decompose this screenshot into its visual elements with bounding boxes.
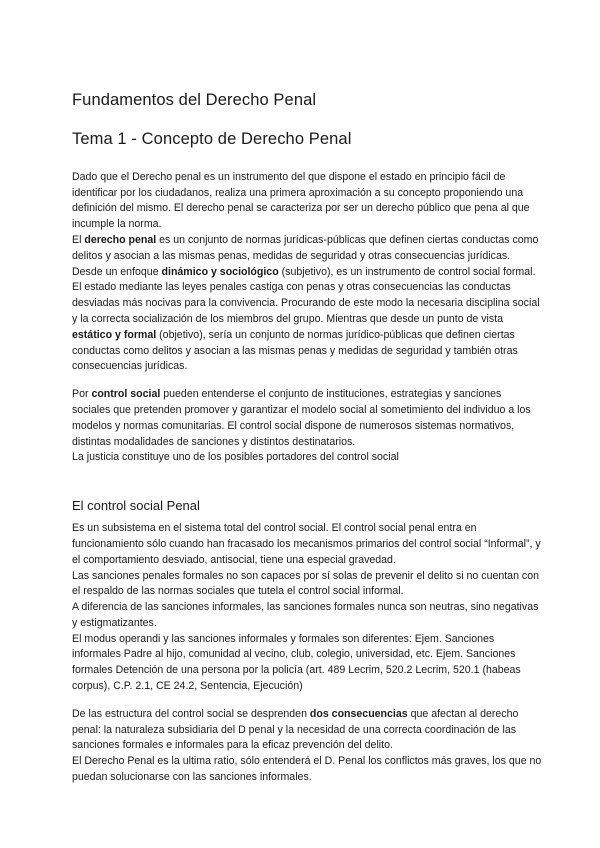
term-dos-consecuencias: dos consecuencias bbox=[309, 707, 408, 720]
approach-paragraph: Desde un enfoque dinámico y sociológico (subjetivo), es un instrumento de control social formal. El estado mediante las leyes penales castiga con penas y otras consecuencias las conductas desviadas más nocivas para la convivencia. Procurando de este modo la necesaria disciplina social y la correcta socialización de los miembros del grupo. Mientras que desde un punto de vista estático y formal (objetivo), sería un conjunto de normas jurídico-públicas que definen ciertas conductas como delitos y asocian a las mismas penas y medidas de seguridad y también otras consecuencias jurídicas. bbox=[72, 265, 540, 373]
section-paragraph: Las sanciones penales formales no son capaces por sí solas de prevenir el delito si no cuentan con el respaldo de las normas sociales que tutela el control social informal. bbox=[72, 569, 539, 598]
section-heading: El control social Penal bbox=[72, 498, 200, 514]
intro-block bbox=[72, 170, 542, 466]
topic-title: Tema 1 - Concepto de Derecho Penal bbox=[72, 130, 352, 149]
section-paragraph: El modus operandi y las sanciones informales y formales son diferentes: Ejem. Sanciones informales Padre al hijo, comunidad al vecino, club, colegio, universidad, etc. Ejem. Sanciones formales Detención de una persona por la policía (art. 489 Lecrim, 520.2 Lecrim, 520.1 (habeas corpus), C.P. 2.1, CE 24.2, Sentencia, Ejecución) bbox=[72, 632, 521, 693]
term-estatico: estático y formal bbox=[72, 328, 157, 341]
term-control-social: control social bbox=[91, 388, 161, 401]
ultima-ratio-paragraph: El Derecho Penal es la ultima ratio, sólo entenderá el D. Penal los conflictos más graves, los que no puedan solucionarse con las sanciones informales. bbox=[72, 755, 542, 784]
document-page bbox=[72, 90, 542, 786]
control-penal-section bbox=[72, 498, 542, 786]
justicia-paragraph: La justicia constituye uno de los posibles portadores del control social bbox=[72, 451, 399, 464]
control-social-paragraph: Por control social pueden entenderse el conjunto de instituciones, estrategias y sanciones sociales que pretenden promover y garantizar el modelo social al sometimiento del individuo a los modelos y normas comunitarias. El control social dispone de numerosos sistemas normativos, distintas modalidades de sanciones y distintos destinatarios. bbox=[72, 388, 531, 448]
document-title: Fundamentos del Derecho Penal bbox=[72, 91, 317, 109]
section-paragraph: A diferencia de las sanciones informales, las sanciones formales nunca son neutras, sino negativas y estigmatizantes. bbox=[72, 601, 539, 629]
intro-paragraph: Dado que el Derecho penal es un instrumento del que dispone el estado en principio fácil de identificar por los ciudadanos, realiza una primera aproximación a su concepto proponiendo una definición del mismo. El derecho penal se caracteriza por ser un derecho público que pena al que incumple la norma. bbox=[72, 170, 530, 231]
definition-paragraph: El derecho penal es un conjunto de normas jurídicas-públicas que definen ciertas conductas como delitos y asocian a las mismas penas, medidas de seguridad y otras consecuencias jurídicas. bbox=[72, 234, 539, 262]
section-paragraph: Es un subsistema en el sistema total del control social. El control social penal entra en funcionamiento sólo cuando han fracasado los mecanismos primarios del control social “Informal”, y el comportamiento desviado, antisocial, tiene una especial gravedad. bbox=[72, 522, 541, 566]
consecuencias-paragraph: De las estructura del control social se desprenden dos consecuencias que afectan al derecho penal: la naturaleza subsidiaria del D penal y la necesidad de una correcta coordinación de las sanciones formales e informales para la eficaz prevención del delito. bbox=[72, 707, 519, 752]
term-derecho-penal: derecho penal bbox=[84, 234, 157, 247]
term-dinamico: dinámico y sociológico bbox=[161, 265, 279, 278]
